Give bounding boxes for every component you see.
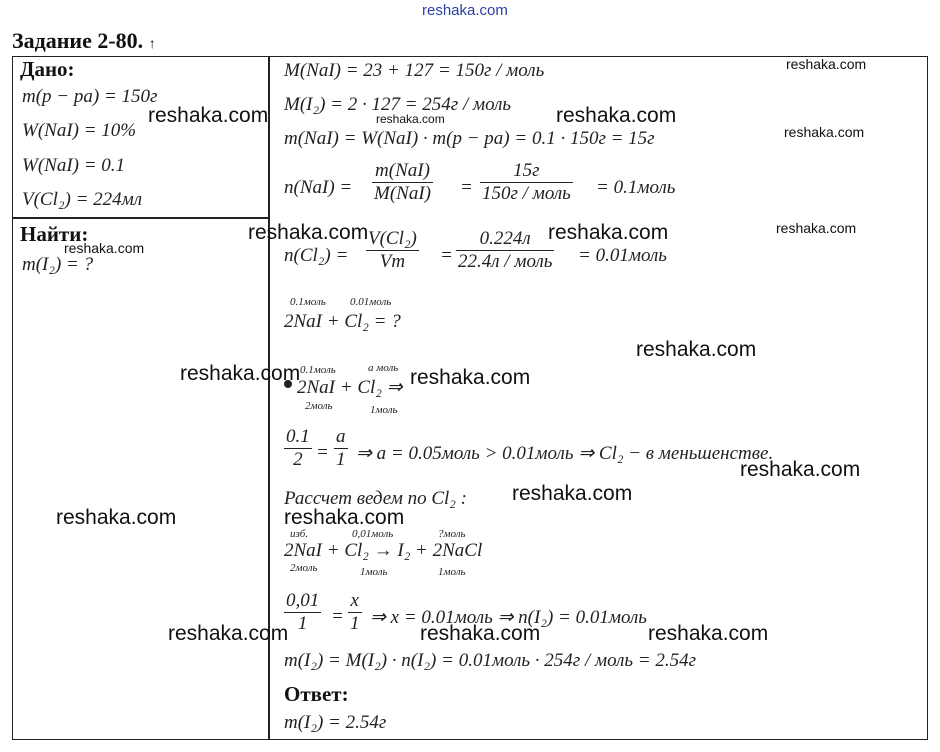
- reaction-annotation: изб.: [290, 528, 309, 540]
- fraction-numerator: 0,01: [286, 590, 320, 611]
- given-line: W(NaI) = 0.1: [22, 155, 126, 176]
- reaction-annotation: 0.01моль: [350, 296, 392, 308]
- watermark: reshaka.com: [148, 104, 269, 127]
- fraction-denominator: 2: [293, 449, 303, 471]
- watermark: reshaka.com: [376, 112, 445, 126]
- given-find-divider: [12, 217, 269, 219]
- watermark: reshaka.com: [248, 221, 369, 244]
- fraction-numerator: V(Cl₂): [368, 228, 417, 249]
- equals-sign: =: [460, 177, 473, 198]
- watermark: reshaka.com: [420, 622, 541, 645]
- equals-sign: =: [316, 442, 329, 463]
- fraction-V-over-Vm: [366, 228, 419, 273]
- fraction-x-over-1: [348, 590, 362, 635]
- watermark: reshaka.com: [284, 506, 405, 529]
- equals-sign: =: [331, 606, 344, 627]
- given-line: W(NaI) = 10%: [22, 120, 137, 141]
- fraction-numerator: 0.1: [286, 426, 310, 447]
- n-nai-lhs: n(NaI) =: [284, 177, 353, 198]
- reaction-equation-1: 2NaI + Cl₂ = ?: [284, 311, 401, 332]
- equals-sign: =: [440, 245, 453, 266]
- fraction-numerator: 15г: [513, 160, 540, 181]
- watermark: reshaka.com: [784, 124, 865, 140]
- n-cl2-lhs: n(Cl₂) =: [284, 245, 349, 266]
- proportion-1-result: ⇒ a = 0.05моль > 0.01моль ⇒ Cl₂ − в меньшенстве.: [356, 443, 774, 464]
- fraction-numerator: 0.224л: [479, 228, 531, 249]
- fraction-0224-over-224: [456, 228, 554, 273]
- reaction-annotation: ?моль: [438, 528, 466, 540]
- reaction-annotation: 0.1моль: [300, 364, 336, 376]
- fraction-denominator: 150г / моль: [482, 183, 571, 205]
- given-line: V(Cl₂) = 224мл: [22, 189, 143, 210]
- watermark: reshaka.com: [548, 221, 669, 244]
- fraction-a-over-1: [334, 426, 348, 471]
- fraction-numerator: x: [350, 590, 359, 611]
- top-watermark: reshaka.com: [422, 2, 508, 19]
- fraction-001-over-1: [284, 590, 321, 635]
- given-header: Дано:: [20, 57, 75, 81]
- molar-mass-i2: M(I₂) = 2 · 127 = 254г / моль: [284, 94, 512, 115]
- find-line: m(I₂) = ?: [22, 254, 94, 275]
- reaction-annotation: 2моль: [305, 400, 333, 412]
- task-title-text: Задание 2-80.: [12, 28, 144, 53]
- watermark: reshaka.com: [776, 220, 857, 236]
- watermark: reshaka.com: [410, 366, 531, 389]
- fraction-denominator: M(NaI): [374, 183, 431, 205]
- given-line: m(р − ра) = 150г: [22, 86, 158, 107]
- watermark: reshaka.com: [648, 622, 769, 645]
- reaction-annotation: 1моль: [360, 566, 388, 578]
- answer-header: Ответ:: [284, 682, 349, 706]
- watermark: reshaka.com: [636, 338, 757, 361]
- fraction-denominator: 1: [297, 613, 308, 635]
- n-cl2-result: = 0.01моль: [578, 245, 667, 266]
- fraction-numerator: m(NaI): [375, 160, 430, 181]
- fraction-m-over-M: [372, 160, 433, 205]
- reaction-equation-3: 2NaI + Cl₂ → I₂ + 2NaCl: [284, 540, 483, 561]
- fraction-01-over-2: [284, 426, 312, 471]
- molar-mass-nai: M(NaI) = 23 + 127 = 150г / моль: [284, 60, 545, 81]
- watermark: reshaka.com: [786, 56, 867, 72]
- reaction-annotation: 2моль: [290, 562, 318, 574]
- fraction-denominator: 1: [350, 613, 360, 635]
- fraction-numerator: a: [336, 426, 346, 447]
- n-nai-result: = 0.1моль: [596, 177, 676, 198]
- mass-nai: m(NaI) = W(NaI) · m(р − ра) = 0.1 · 150г = 15г: [284, 128, 655, 149]
- watermark: reshaka.com: [512, 482, 633, 505]
- watermark: reshaka.com: [740, 458, 861, 481]
- watermark: reshaka.com: [168, 622, 289, 645]
- watermark: reshaka.com: [556, 104, 677, 127]
- fraction-denominator: 1: [336, 449, 346, 471]
- reaction-annotation: 0,01моль: [352, 528, 394, 540]
- title-mark: ↑: [148, 37, 156, 52]
- reaction-annotation: a моль: [368, 362, 399, 374]
- watermark: reshaka.com: [180, 362, 301, 385]
- reaction-annotation: 1моль: [370, 404, 398, 416]
- fraction-denominator: Vm: [379, 251, 406, 273]
- mass-i2-calculation: m(I₂) = M(I₂) · n(I₂) = 0.01моль · 254г / моль = 2.54г: [284, 650, 697, 671]
- reaction-annotation: 0.1моль: [290, 296, 326, 308]
- reaction-equation-2: 2NaI + Cl₂ ⇒: [297, 377, 403, 398]
- find-header: Найти:: [20, 222, 89, 246]
- answer-value: m(I₂) = 2.54г: [284, 712, 387, 733]
- fraction-15-over-150: [480, 160, 573, 205]
- fraction-denominator: 22.4л / моль: [458, 251, 553, 273]
- reaction-annotation: 1моль: [438, 566, 466, 578]
- task-title: [12, 28, 156, 54]
- watermark: reshaka.com: [56, 506, 177, 529]
- calculation-note: Рассчет ведем по Cl₂ :: [284, 488, 467, 509]
- watermark: reshaka.com: [64, 240, 145, 256]
- proportion-2-result: ⇒ x = 0.01моль ⇒ n(I₂) = 0.01моль: [370, 607, 647, 628]
